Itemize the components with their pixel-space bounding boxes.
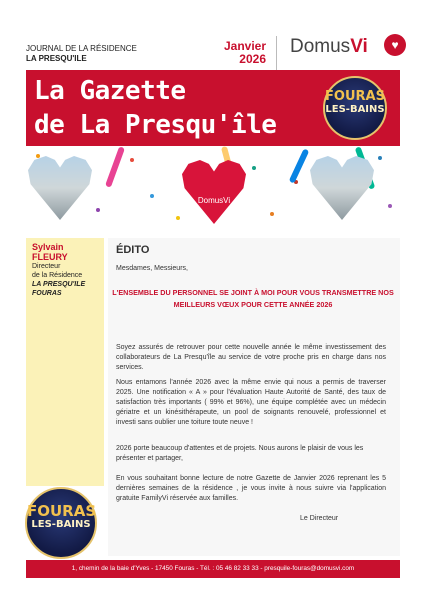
salutation: Mesdames, Messieurs, [116, 265, 188, 272]
author-first-name: Sylvain [32, 242, 64, 252]
confetti-dot [378, 156, 382, 160]
wishes-headline: L'ENSEMBLE DU PERSONNEL SE JOINT À MOI POUR VOUS TRANSMETTRE NOS MEILLEURS VŒUX POUR CETTE ANNÉE 2026 [112, 288, 394, 309]
signature: Le Directeur [300, 515, 339, 522]
domusvi-logo [290, 36, 368, 58]
photo-heart-right [310, 156, 374, 220]
badge-bottom-line2: LES-BAINS [31, 519, 91, 530]
domusvi-heart [182, 160, 246, 224]
residence-name: LA PRESQU'ILE [26, 54, 87, 63]
title-line-2: de La Presqu'île [34, 110, 277, 140]
paragraph-1: Soyez assurés de retrouver pour cette nouvelle année le même investissement des collaborateurs de La Presqu'île au service de votre proche pris en charge dans nos services. [116, 344, 386, 371]
streamer [289, 148, 310, 183]
paragraph-2: Nous entamons l'année 2026 avec la même envie qui nous a permis de traverser 2025. Une notification « A » pour l'évaluation Haute Autorité de Santé, des taux de satisfaction très importants ( 99% et 96%), une équipe complétée avec un médecin gériatre et un kinésithérapeute, un pool de soignants renouvelé, professionnel et investi sans oublier une toiture toute neuve ! [116, 379, 386, 426]
author-of: de la Résidence [32, 272, 83, 279]
author-last-name: FLEURY [32, 252, 68, 262]
fouras-badge-bottom [25, 487, 97, 559]
badge-top-line2: LES-BAINS [325, 104, 385, 115]
title-line-1: La Gazette [34, 76, 186, 106]
confetti-dot [96, 208, 100, 212]
author-block [32, 242, 104, 298]
logo-accent: Vi [350, 36, 368, 57]
confetti-dot [130, 158, 134, 162]
fouras-badge-top [323, 76, 387, 140]
badge-top-line1: FOURAS [325, 89, 385, 104]
confetti-illustration [26, 146, 400, 232]
confetti-dot [388, 204, 392, 208]
issue-date [214, 40, 266, 66]
article-title: ÉDITO [116, 244, 150, 256]
issue-year: 2026 [239, 52, 266, 66]
confetti-dot [150, 194, 154, 198]
journal-header [26, 44, 137, 64]
confetti-dot [176, 216, 180, 220]
streamer [105, 146, 125, 188]
badge-bottom-line1: FOURAS [27, 502, 97, 520]
paragraph-4: En vous souhaitant bonne lecture de notre Gazette de Janvier 2026 reprenant les 5 dernières semaines de la résidence , je vous invite à nous suivre via l'application gratuite FamilyVi réservée aux familles. [116, 475, 386, 502]
paragraph-3: 2026 porte beaucoup d'attentes et de projets. Nous aurons le plaisir de vous les présenter et partager, [116, 445, 364, 462]
photo-heart-left [28, 156, 92, 220]
heart-label: DomusVi [197, 196, 231, 205]
header-divider [276, 36, 277, 70]
gazette-title [34, 74, 276, 142]
contact-footer: 1, chemin de la baie d'Yves - 17450 Fouras - Tél. : 05 46 82 33 33 - presquile-fouras@domusvi.com [26, 560, 400, 578]
confetti-dot [252, 166, 256, 170]
author-residence: LA PRESQU'ILE FOURAS [32, 281, 86, 297]
journal-line: JOURNAL DE LA RÉSIDENCE [26, 44, 137, 53]
confetti-dot [270, 212, 274, 216]
author-role: Directeur [32, 263, 61, 270]
logo-text: Domus [290, 36, 351, 57]
heart-logo-icon: ♥ [384, 34, 406, 56]
issue-month: Janvier [223, 39, 266, 53]
